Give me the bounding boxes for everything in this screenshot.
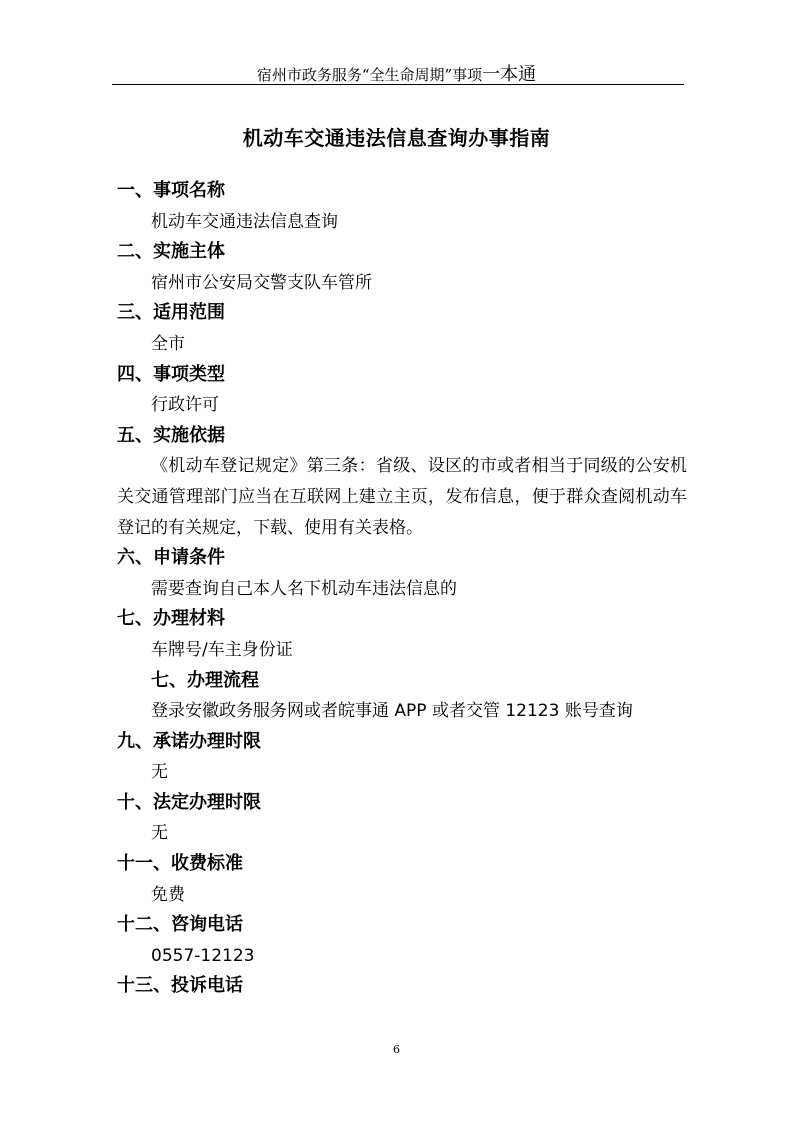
section-heading-item-type: 四、事项类型 bbox=[117, 363, 225, 385]
section-heading-promised-time: 九、承诺办理时限 bbox=[117, 730, 261, 752]
section-content-item-name: 机动车交通违法信息查询 bbox=[151, 211, 338, 232]
section-content-legal-basis: 《机动车登记规定》第三条：省级、设区的市或者相当于同级的公安机关交通管理部门应当在互联网上建立主页，发布信息，便于群众查阅机动车登记的有关规定，下载、使用有关表格。 bbox=[117, 456, 687, 538]
section-content-implementing-body: 宿州市公安局交警支队车管所 bbox=[151, 272, 372, 293]
section-heading-legal-time: 十、法定办理时限 bbox=[117, 791, 261, 813]
section-content-legal-time: 无 bbox=[151, 823, 168, 844]
section-heading-scope: 三、适用范围 bbox=[117, 302, 225, 324]
section-heading-process: 七、办理流程 bbox=[151, 669, 259, 691]
section-content-item-type: 行政许可 bbox=[151, 395, 219, 416]
header-text-large: 一本通 bbox=[482, 64, 537, 85]
section-heading-complaint-phone: 十三、投诉电话 bbox=[117, 975, 243, 997]
section-heading-conditions: 六、申请条件 bbox=[117, 547, 225, 569]
section-content-fees: 免费 bbox=[151, 884, 185, 905]
section-heading-legal-basis: 五、实施依据 bbox=[117, 424, 225, 446]
section-content-consult-phone: 0557-12123 bbox=[151, 945, 255, 966]
page-number: 6 bbox=[393, 1043, 400, 1056]
section-content-materials: 车牌号/车主身份证 bbox=[151, 639, 293, 660]
section-content-process: 登录安徽政务服务网或者皖事通 APP 或者交管 12123 账号查询 bbox=[151, 701, 633, 722]
section-heading-consult-phone: 十二、咨询电话 bbox=[117, 914, 243, 936]
section-content-scope: 全市 bbox=[151, 333, 185, 354]
header-rule bbox=[112, 84, 684, 85]
section-heading-implementing-body: 二、实施主体 bbox=[117, 241, 225, 263]
section-content-conditions: 需要查询自己本人名下机动车违法信息的 bbox=[151, 578, 457, 599]
header-text: 宿州市政务服务“全生命周期”事项 bbox=[256, 66, 483, 84]
section-heading-materials: 七、办理材料 bbox=[117, 608, 225, 630]
document-title: 机动车交通违法信息查询办事指南 bbox=[242, 126, 551, 150]
document-body bbox=[117, 176, 687, 1002]
section-heading-item-name: 一、事项名称 bbox=[117, 180, 225, 201]
section-content-promised-time: 无 bbox=[151, 762, 168, 783]
running-header bbox=[0, 60, 793, 86]
section-heading-fees: 十一、收费标准 bbox=[117, 853, 243, 875]
